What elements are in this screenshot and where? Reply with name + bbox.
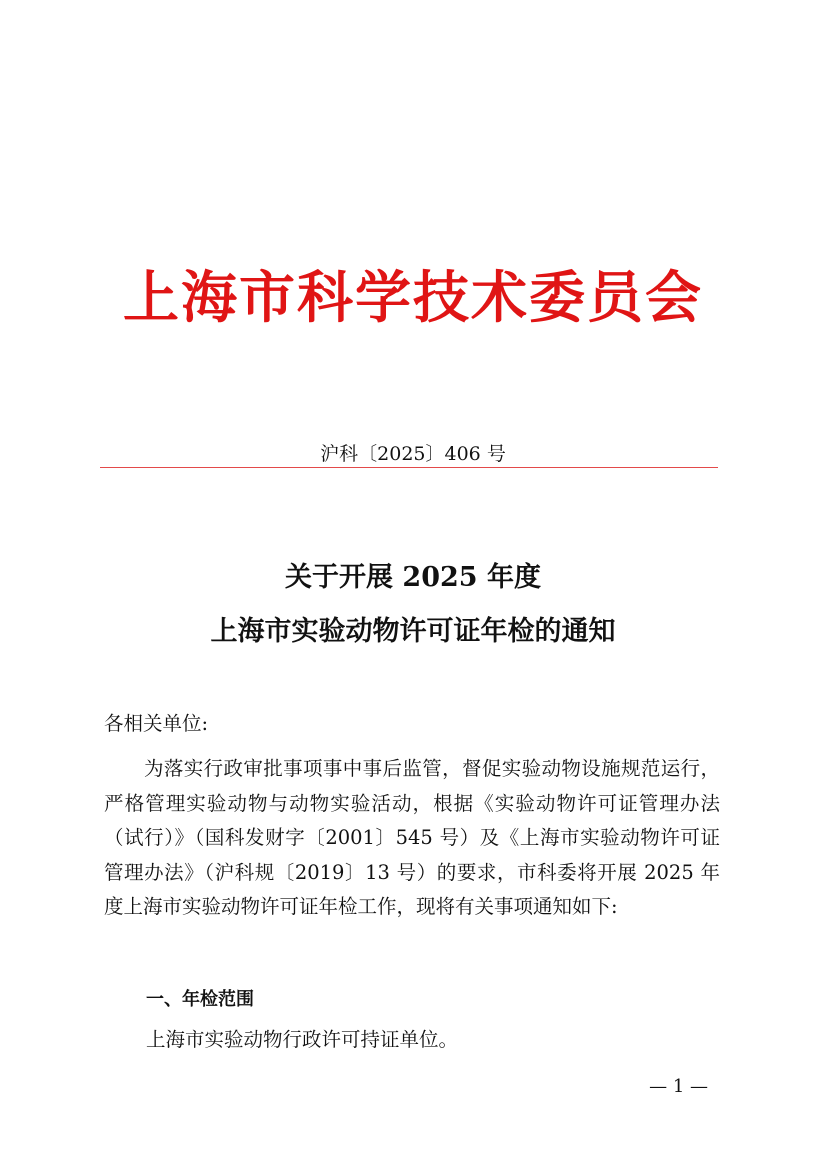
page-number: — 1 — (649, 1076, 708, 1097)
section-heading-scope: 一、年检范围 (146, 989, 254, 1010)
issuing-authority-masthead: 上海市科学技术委员会 (123, 265, 703, 331)
notice-title-line-2: 上海市实验动物许可证年检的通知 (210, 616, 616, 647)
red-separator-line (100, 467, 718, 468)
document-number: 沪科〔2025〕406 号 (320, 443, 506, 465)
body-paragraph-intro: 为落实行政审批事项事中事后监管，督促实验动物设施规范运行，严格管理实验动物与动物实验活动，根据《实验动物许可证管理办法（试行）》（国科发财字〔2001〕545 号）及《上海市实验动物许可证管理办法》（沪科规〔2019〕13 号）的要求，市科委将开展 2025 年度上海市实验动物许可证年检工作，现将有关事项通知如下: (104, 757, 720, 918)
notice-title-line-1: 关于开展 2025 年度 (285, 562, 541, 593)
section-scope-text: 上海市实验动物行政许可持证单位。 (146, 1028, 459, 1051)
salutation: 各相关单位: (104, 712, 209, 735)
